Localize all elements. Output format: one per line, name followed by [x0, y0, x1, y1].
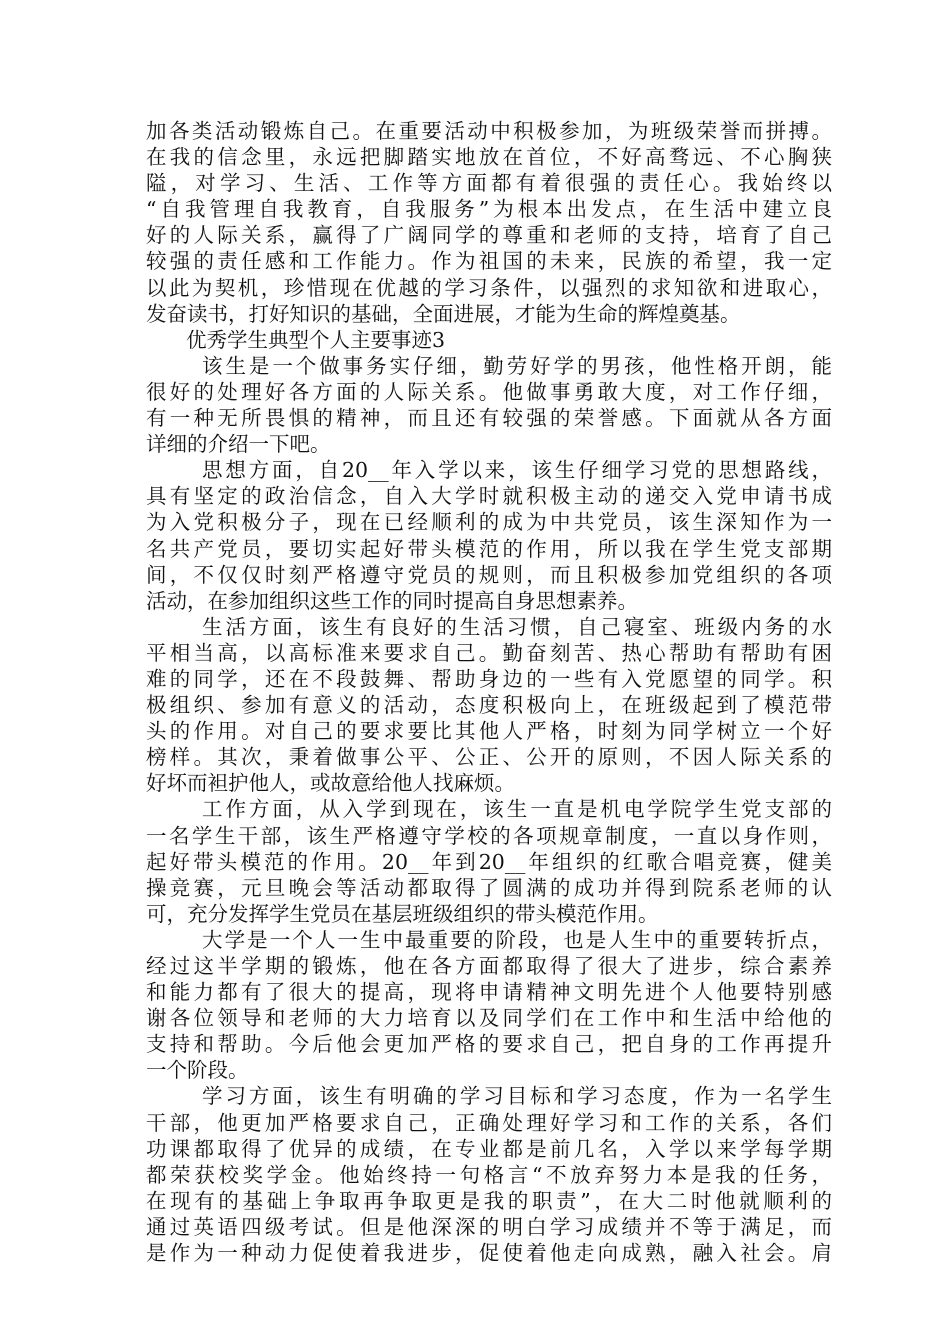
text-line: 榜样。其次，秉着做事公平、公正、公开的原则，不因人际关系的 — [146, 745, 832, 770]
text-line: 支持和帮助。今后他会更加严格的要求自己，把自身的工作再提升 — [146, 1032, 832, 1057]
text-line: 操竞赛，元旦晚会等活动都取得了圆满的成功并得到院系老师的认 — [146, 875, 832, 900]
paragraph — [146, 118, 832, 327]
text-line: 难的同学，还在不段鼓舞、帮助身边的一些有入党愿望的同学。积 — [146, 666, 832, 691]
text-line: 经过这半学期的锻炼，他在各方面都取得了很大了进步，综合素养 — [146, 954, 832, 978]
paragraph — [146, 927, 832, 1084]
text-line: 优秀学生典型个人主要事迹3 — [186, 327, 446, 352]
text-line: 一名学生干部，该生严格遵守学校的各项规章制度，一直以身作则， — [146, 823, 832, 848]
text-line: 生活方面，该生有良好的生活习惯，自己寝室、班级内务的水 — [202, 614, 832, 639]
text-line: 学习方面，该生有明确的学习目标和学习态度，作为一名学生 — [202, 1084, 832, 1109]
text-line: 平相当高，以高标准来要求自己。勤奋刻苦、热心帮助有帮助有困 — [146, 640, 832, 665]
text-line: 和能力都有了很大的提高，现将申请精神文明先进个人他要特别感 — [146, 980, 832, 1005]
text-line: 在现有的基础上争取再争取更是我的职责”，在大二时他就顺利的 — [146, 1188, 832, 1213]
text-line: 在我的信念里，永远把脚踏实地放在首位，不好高骛远、不心胸狭 — [146, 145, 832, 170]
text-line: 该生是一个做事务实仔细，勤劳好学的男孩，他性格开朗，能 — [202, 353, 832, 378]
text-line: 干部，他更加严格要求自己，正确处理好学习和工作的关系，各们 — [146, 1110, 832, 1135]
section-heading — [146, 327, 832, 353]
text-line: 有一种无所畏惧的精神，而且还有较强的荣誉感。下面就从各方面 — [146, 406, 832, 431]
text-line: 名共产党员，要切实起好带头模范的作用，所以我在学生党支部期 — [146, 536, 832, 561]
paragraph — [146, 1083, 832, 1266]
text-line: 谢各位领导和老师的大力培育以及同学们在工作中和生活中给他的 — [146, 1006, 832, 1031]
text-line: 头的作用。对自己的要求要比其他人严格，时刻为同学树立一个好 — [146, 719, 832, 744]
text-line: 为入党积极分子，现在已经顺利的成为中共党员，该生深知作为一 — [146, 510, 832, 535]
text-line: 好的人际关系，赢得了广阔同学的尊重和老师的支持，培育了自己 — [146, 223, 832, 248]
text-line: 功课都取得了优异的成绩，在专业都是前几名，入学以来学每学期 — [146, 1136, 832, 1161]
document-page — [146, 118, 832, 1266]
text-line: 大学是一个人一生中最重要的阶段，也是人生中的重要转折点， — [202, 927, 832, 952]
text-line: 通过英语四级考试。但是他深深的明白学习成绩并不等于满足，而 — [146, 1214, 832, 1239]
paragraph — [146, 353, 832, 457]
text-line: 活动，在参加组织这些工作的同时提高自身思想素养。 — [146, 588, 638, 613]
paragraph — [146, 796, 832, 926]
text-line: 一个阶段。 — [146, 1058, 249, 1083]
text-line: 详细的介绍一下吧。 — [146, 432, 331, 457]
text-line: 以此为契机，珍惜现在优越的学习条件，以强烈的求知欲和进取心， — [146, 275, 832, 300]
text-line: 间，不仅仅时刻严格遵守党员的规则，而且积极参加党组织的各项 — [146, 562, 832, 587]
text-line: 是作为一种动力促使着我进步，促使着他走向成熟，融入社会。肩 — [146, 1241, 832, 1266]
text-line: 都荣获校奖学金。他始终持一句格言“不放弃努力本是我的任务， — [146, 1162, 832, 1187]
text-line: 极组织、参加有意义的活动，态度积极向上，在班级起到了模范带 — [146, 693, 832, 718]
text-line: 思想方面，自20__年入学以来，该生仔细学习党的思想路线， — [202, 458, 832, 483]
paragraph — [146, 614, 832, 797]
text-line: 隘，对学习、生活、工作等方面都有着很强的责任心。我始终以 — [146, 171, 832, 196]
text-line: 起好带头模范的作用。20__年到20__年组织的红歌合唱竞赛，健美 — [146, 849, 832, 874]
text-line: 发奋读书，打好知识的基础，全面进展，才能为生命的辉煌奠基。 — [146, 301, 741, 326]
paragraph — [146, 457, 832, 614]
text-line: “自我管理自我教育，自我服务”为根本出发点，在生活中建立良 — [146, 197, 832, 222]
text-line: 工作方面，从入学到现在，该生一直是机电学院学生党支部的 — [202, 797, 832, 822]
text-line: 可，充分发挥学生党员在基层班级组织的带头模范作用。 — [146, 901, 659, 926]
text-line: 加各类活动锻炼自己。在重要活动中积极参加，为班级荣誉而拼搏。 — [146, 119, 832, 143]
text-line: 好坏而袒护他人，或故意给他人找麻烦。 — [146, 771, 515, 796]
text-line: 很好的处理好各方面的人际关系。他做事勇敢大度，对工作仔细， — [146, 379, 832, 404]
text-line: 较强的责任感和工作能力。作为祖国的未来，民族的希望，我一定 — [146, 249, 832, 274]
text-line: 具有坚定的政治信念，自入大学时就积极主动的递交入党申请书成 — [146, 484, 832, 509]
